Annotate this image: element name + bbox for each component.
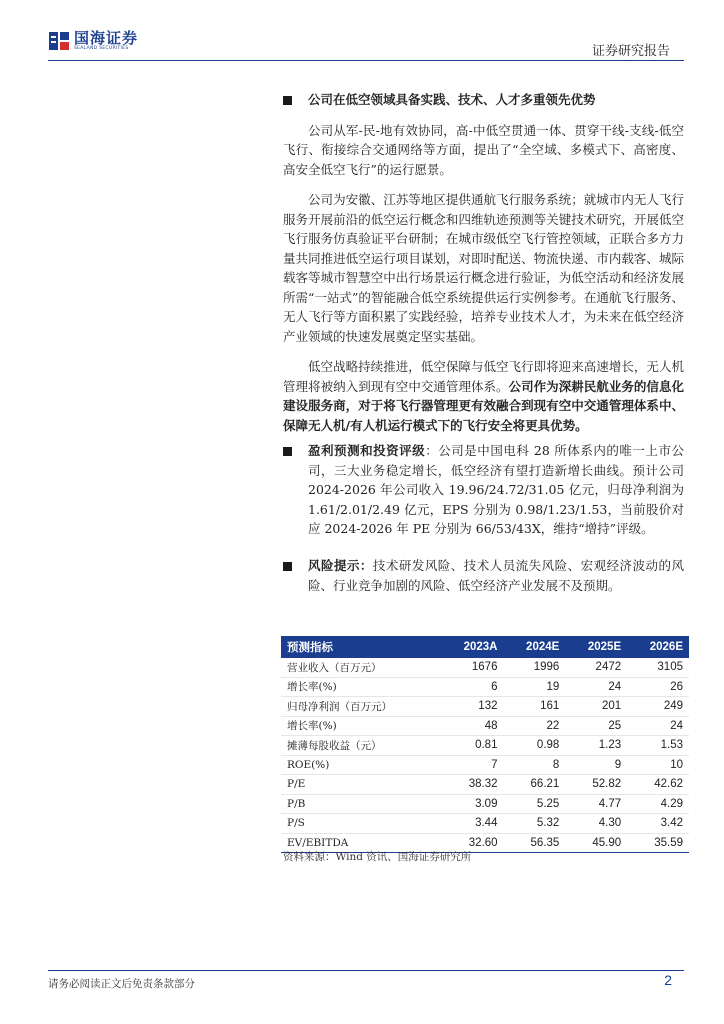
header-cell: 2026E <box>627 636 689 658</box>
table-cell: 38.32 <box>441 775 504 795</box>
footer-divider <box>48 970 684 971</box>
row-label: 摊薄每股收益（元） <box>281 736 441 756</box>
table-cell: 26 <box>627 677 689 697</box>
table-cell: 3.44 <box>441 814 504 834</box>
row-label: ROE(%) <box>281 755 441 775</box>
table-cell: 7 <box>441 755 504 775</box>
risk-warning-block <box>283 556 684 595</box>
table-cell: 52.82 <box>565 775 627 795</box>
row-label: P/S <box>281 814 441 834</box>
header-cell: 预测指标 <box>281 636 441 658</box>
forecast-rating-label: 盈利预测和投资评级 <box>308 443 426 458</box>
row-label: 增长率(%) <box>281 716 441 736</box>
table-cell: 45.90 <box>565 833 627 853</box>
row-label: EV/EBITDA <box>281 833 441 853</box>
table-cell: 161 <box>503 697 565 717</box>
table-cell: 4.29 <box>627 794 689 814</box>
logo-chinese-name: 国海证券 <box>74 29 139 47</box>
paragraph-experience: 公司为安徽、江苏等地区提供通航飞行服务系统；就城市内无人飞行服务开展前沿的低空运行概念和四维轨迹预测等关键技术研究，开展低空飞行服务仿真验证平台研制；在城市级低空飞行管控领域，正联合多方力量共同推进低空运行项目谋划，对即时配送、物流快递、市内载客、城际载客等城市智慧空中出行场景运行概念进行验证，为低空活动和经济发展所需“一站式”的智能融合低空系统提供运行实例参考。在通航飞行服务、无人飞行等方面积累了实践经验，培养专业技术人才，为未来在低空经济产业领域的快速发展奠定坚实基础。 <box>283 192 684 344</box>
table-cell: 1.53 <box>627 736 689 756</box>
square-bullet-icon <box>283 562 292 571</box>
risk-label: 风险提示： <box>308 558 373 573</box>
table-cell: 5.32 <box>503 814 565 834</box>
table-cell: 24 <box>565 677 627 697</box>
table-cell: 1676 <box>441 658 504 677</box>
table-cell: 9 <box>565 755 627 775</box>
table-cell: 201 <box>565 697 627 717</box>
row-label: P/B <box>281 794 441 814</box>
paragraph-strategy <box>283 357 684 435</box>
logo-english-name: SEALAND SECURITIES <box>74 46 129 51</box>
table-cell: 22 <box>503 716 565 736</box>
square-bullet-icon <box>283 447 292 456</box>
table-row <box>281 716 689 736</box>
table-row <box>281 677 689 697</box>
company-logo <box>48 30 138 52</box>
table-cell: 32.60 <box>441 833 504 853</box>
table-cell: 132 <box>441 697 504 717</box>
table-row <box>281 775 689 795</box>
table-row <box>281 658 689 677</box>
row-label: 增长率(%) <box>281 677 441 697</box>
table-cell: 56.35 <box>503 833 565 853</box>
table-cell: 3105 <box>627 658 689 677</box>
table-cell: 5.25 <box>503 794 565 814</box>
table-cell: 19 <box>503 677 565 697</box>
risk-text: 技术研发风险、技术人员流失风险、宏观经济波动的风险、行业竞争加剧的风险、低空经济产业发展不及预期。 <box>308 558 684 593</box>
sealand-logo-icon <box>48 30 70 52</box>
table-row <box>281 697 689 717</box>
table-source-note: 资料来源：Wind 资讯、国海证券研究所 <box>283 851 472 863</box>
table-cell: 48 <box>441 716 504 736</box>
table-cell: 2472 <box>565 658 627 677</box>
report-type-label: 证券研究报告 <box>591 44 670 59</box>
section-heading: 公司在低空领域具备实践、技术、人才多重领先优势 <box>283 90 684 110</box>
row-label: P/E <box>281 775 441 795</box>
table-cell: 0.98 <box>503 736 565 756</box>
table-row <box>281 755 689 775</box>
square-bullet-icon <box>283 96 292 105</box>
table-cell: 4.77 <box>565 794 627 814</box>
table-cell: 3.09 <box>441 794 504 814</box>
table-cell: 42.62 <box>627 775 689 795</box>
row-label: 归母净利润（百万元） <box>281 697 441 717</box>
table-cell: 25 <box>565 716 627 736</box>
table-cell: 249 <box>627 697 689 717</box>
table-row <box>281 814 689 834</box>
strategy-text: 低空战略持续推进，低空保障与低空飞行即将迎来高速增长，无人机管理将被纳入到现有空中交通管理体系。 <box>283 359 684 394</box>
table-cell: 1996 <box>503 658 565 677</box>
table-cell: 24 <box>627 716 689 736</box>
table-cell: 8 <box>503 755 565 775</box>
forecast-rating-block <box>283 441 684 539</box>
table-cell: 0.81 <box>441 736 504 756</box>
table-cell: 6 <box>441 677 504 697</box>
table-cell: 4.30 <box>565 814 627 834</box>
row-label: 营业收入（百万元） <box>281 658 441 677</box>
table-cell: 10 <box>627 755 689 775</box>
header-divider <box>48 60 684 61</box>
header-cell: 2024E <box>503 636 565 658</box>
paragraph-vision: 公司从军-民-地有效协同，高-中低空贯通一体、贯穿干线-支线-低空飞行、衔接综合交通网络等方面，提出了“全空域、多模式下、高密度、高安全低空飞行”的运行愿景。 <box>283 122 684 177</box>
disclaimer-note: 请务必阅读正文后免责条款部分 <box>48 978 195 990</box>
forecast-table <box>281 636 689 853</box>
advantages-section <box>283 90 684 446</box>
forecast-rating-text: ：公司是中国电科 28 所体系内的唯一上市公司，三大业务稳定增长，低空经济有望打造新增长曲线。预计公司 2024-2026 年公司收入 19.96/24.72/31.05 亿元，归母净利润为 1.61/2.01/2.49 亿元，EPS 分别为 0.98/1.23/1.53，当前股价对应 2024-2026 年 PE 分别为 66/53/43X，维持“增持”评级。 <box>308 443 684 536</box>
table-row <box>281 736 689 756</box>
strategy-emphasis: 公司作为深耕民航业务的信息化建设服务商，对于将飞行器管理更有效融合到现有空中交通管理体系中、保障无人机/有人机运行模式下的飞行安全将更具优势。 <box>283 378 684 433</box>
table-cell: 3.42 <box>627 814 689 834</box>
table-header-row <box>281 636 689 658</box>
table-cell: 1.23 <box>565 736 627 756</box>
table-cell: 35.59 <box>627 833 689 853</box>
header-cell: 2025E <box>565 636 627 658</box>
table-cell: 66.21 <box>503 775 565 795</box>
header-cell: 2023A <box>441 636 504 658</box>
table-row <box>281 794 689 814</box>
page-number: 2 <box>664 972 672 988</box>
